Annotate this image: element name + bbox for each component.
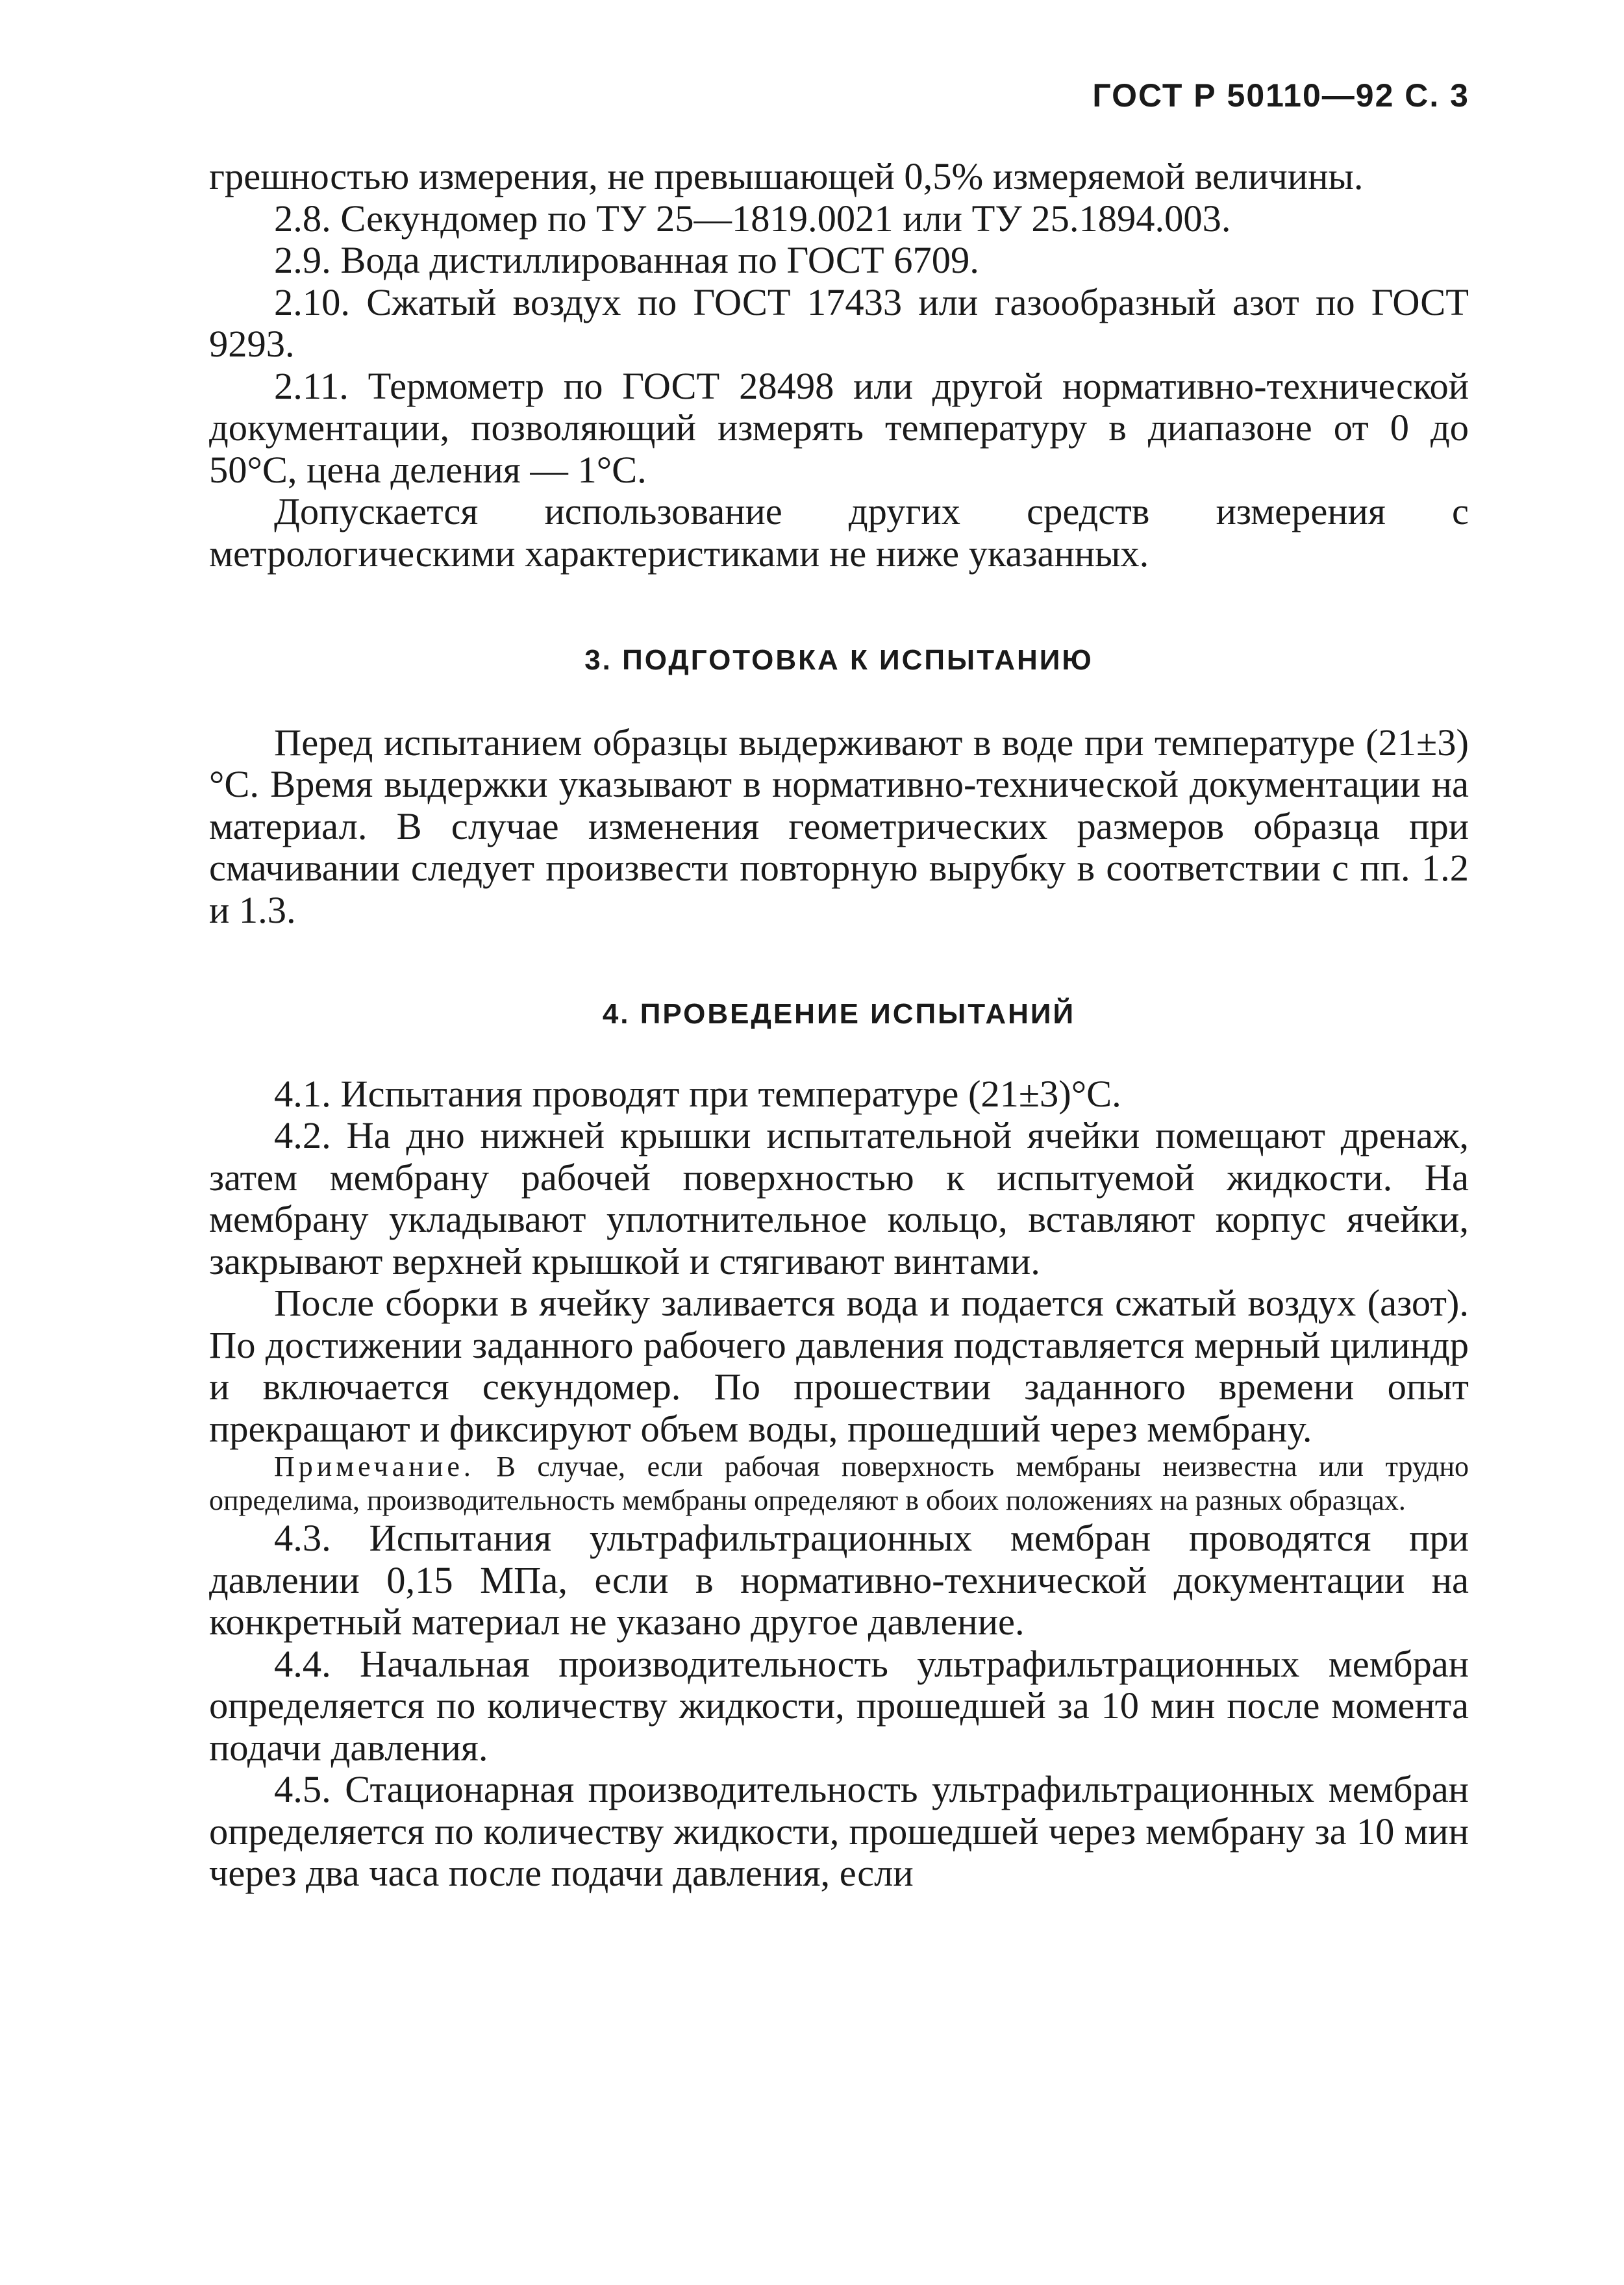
paragraph-4-5: 4.5. Стационарная производительность ультрафильтрационных мембран определяется по количеству жидкости, прошедшей через мембрану за 10 мин через два часа после подачи давления, если — [209, 1768, 1469, 1894]
paragraph-4-3: 4.3. Испытания ультрафильтрационных мембран проводятся при давлении 0,15 МПа, если в нормативно-технической документации на конкретный материал не указано другое давление. — [209, 1517, 1469, 1643]
paragraph-2-9: 2.9. Вода дистиллированная по ГОСТ 6709. — [274, 239, 979, 281]
paragraph-3: Перед испытанием образцы выдерживают в воде при температуре (21±3)°С. Время выдержки указывают в нормативно-технической документации на материал. В случае изменения геометрических размеров образца при смачивании следует произвести повторную вырубку в соответствии с пп. 1.2 и 1.3. — [209, 721, 1469, 931]
paragraph-2-10: 2.10. Сжатый воздух по ГОСТ 17433 или газообразный азот по ГОСТ 9293. — [209, 281, 1469, 365]
paragraph-4-2: 4.2. На дно нижней крышки испытательной ячейки помещают дренаж, затем мембрану рабочей поверхностью к испытуемой жидкости. На мембрану укладывают уплотнительное кольцо, вставляют корпус ячейки, закрывают верхней крышкой и стягивают винтами. — [209, 1114, 1469, 1282]
paragraph-4-2-continued: После сборки в ячейку заливается вода и подается сжатый воздух (азот). По достижении заданного рабочего давления подставляется мерный цилиндр и включается секундомер. По прошествии заданного времени опыт прекращают и фиксируют объем воды, прошедший через мембрану. — [209, 1282, 1469, 1450]
paragraph-2-8: 2.8. Секундомер по ТУ 25—1819.0021 или ТУ 25.1894.003. — [274, 197, 1231, 240]
paragraph-4-1: 4.1. Испытания проводят при температуре (21±3)°С. — [274, 1072, 1121, 1115]
document-body — [209, 156, 1469, 1895]
note — [209, 1450, 1469, 1517]
section-4-heading: 4. ПРОВЕДЕНИЕ ИСПЫТАНИЙ — [602, 998, 1076, 1030]
paragraph-4-4: 4.4. Начальная производительность ультрафильтрационных мембран определяется по количеству жидкости, прошедшей за 10 мин после момента подачи давления. — [209, 1642, 1469, 1769]
section-3-heading: 3. ПОДГОТОВКА К ИСПЫТАНИЮ — [584, 644, 1093, 676]
note-text: В случае, если рабочая поверхность мембраны неизвестна или трудно определима, производительность мембраны определяют в обоих положениях на разных образцах. — [209, 1451, 1469, 1516]
paragraph-continuation: грешностью измерения, не превышающей 0,5% измеряемой величины. — [209, 155, 1364, 197]
paragraph-2-11: 2.11. Термометр по ГОСТ 28498 или другой нормативно-технической документации, позволяющий измерять температуру в диапазоне от 0 до 50°С, цена деления — 1°С. — [209, 364, 1469, 491]
note-label: Примечание. — [274, 1451, 475, 1482]
paragraph-2-allowance: Допускается использование других средств измерения с метрологическими характеристиками не ниже указанных. — [209, 490, 1469, 575]
page-header: ГОСТ Р 50110—92 С. 3 — [1092, 77, 1469, 114]
